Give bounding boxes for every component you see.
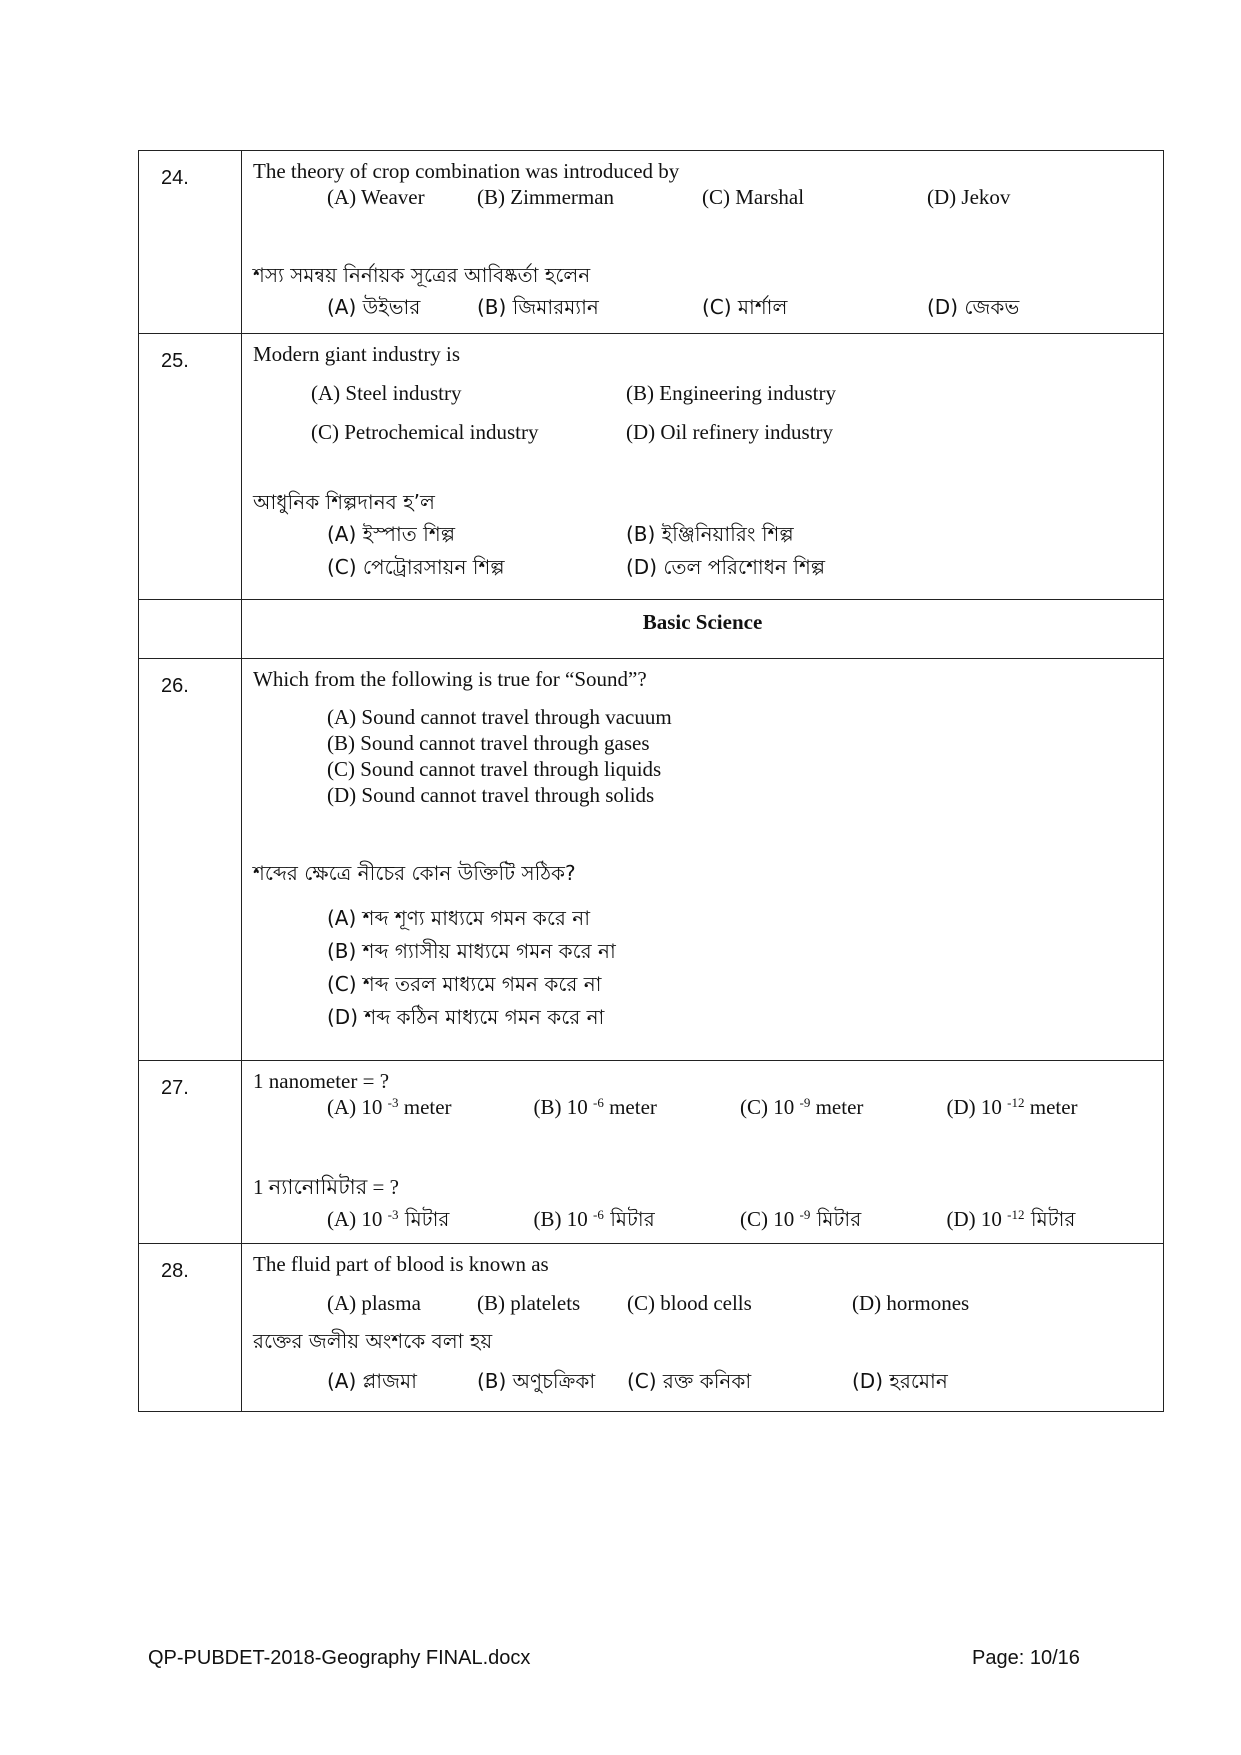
option-c: (C) Petrochemical industry: [311, 420, 539, 444]
question-text-bn: রক্তের জলীয় অংশকে বলা হয়: [253, 1329, 493, 1353]
question-number: 26.: [139, 659, 242, 1061]
question-row-26: [139, 659, 1164, 1061]
option-b: (B) ইঞ্জিনিয়ারিং শিল্প: [626, 522, 794, 546]
question-row-27: [139, 1061, 1164, 1244]
option-d: (D) শব্দ কঠিন মাধ্যমে গমন করে না: [327, 1005, 605, 1029]
option-a: (A) উইভার: [327, 295, 421, 319]
option-d: (D) Oil refinery industry: [626, 420, 834, 444]
options-bn: [253, 1206, 1153, 1232]
option-b: (B) জিমারম্যান: [477, 295, 599, 319]
option-a: (A) plasma: [327, 1291, 421, 1315]
options-en: [253, 1094, 1153, 1120]
option-c: (C) পেট্রোরসায়ন শিল্প: [327, 555, 505, 579]
options-en: [253, 184, 1153, 210]
option-c: (C) blood cells: [627, 1291, 752, 1315]
options-bn: [253, 521, 1153, 580]
question-number: 24.: [139, 151, 242, 334]
option-d: (D) Sound cannot travel through solids: [327, 783, 655, 807]
option-b: (B) 10 $^{-6}$ মিটার: [533, 1207, 655, 1231]
option-a: (A) 10 $^{-3}$ মিটার: [327, 1207, 450, 1231]
option-a: (A) Steel industry: [311, 381, 462, 405]
option-b: (B) Zimmerman: [477, 185, 615, 209]
option-a: (A) Sound cannot travel through vacuum: [327, 705, 672, 729]
footer-filename: QP-PUBDET-2018-Geography FINAL.docx: [148, 1647, 531, 1669]
option-c: (C) Marshal: [702, 185, 805, 209]
question-row-28: [139, 1244, 1164, 1412]
option-b: (B) Sound cannot travel through gases: [327, 731, 650, 755]
option-b: (B) 10 $^{-6}$ meter: [533, 1095, 657, 1119]
option-a: (A) ইস্পাত শিল্প: [327, 522, 455, 546]
option-c: (C) মার্শাল: [702, 295, 788, 319]
option-d: (D) 10 $^{-12}$ মিটার: [946, 1207, 1076, 1231]
question-text-bn: 1 ন্যানোমিটার = ?: [253, 1175, 399, 1199]
question-row-24: [139, 151, 1164, 334]
question-text-bn: শব্দের ক্ষেত্রে নীচের কোন উক্তিটি সঠিক?: [253, 861, 576, 885]
option-c: (C) Sound cannot travel through liquids: [327, 757, 662, 781]
option-d: (D) জেকভ: [927, 295, 1020, 319]
options-en: [253, 380, 1153, 445]
question-table: [138, 150, 1164, 1412]
section-row: [139, 600, 1164, 659]
option-c: (C) 10 $^{-9}$ মিটার: [740, 1207, 862, 1231]
option-b: (B) অণুচক্রিকা: [477, 1369, 596, 1393]
question-text-en: 1 nanometer = ?: [253, 1069, 390, 1093]
option-b: (B) platelets: [477, 1291, 581, 1315]
option-d: (D) Jekov: [927, 185, 1011, 209]
options-bn: [253, 294, 1153, 320]
question-text-en: Which from the following is true for “Sound”?: [253, 667, 647, 691]
option-d: (D) হরমোন: [852, 1369, 948, 1393]
option-a: (A) Weaver: [327, 185, 425, 209]
options-en: [253, 704, 1153, 808]
question-text-en: The fluid part of blood is known as: [253, 1252, 549, 1276]
question-number: 28.: [139, 1244, 242, 1412]
question-row-25: [139, 334, 1164, 600]
option-a: (A) 10 $^{-3}$ meter: [327, 1095, 452, 1119]
question-text-bn: আধুনিক শিল্পদানব হ’ল: [253, 490, 435, 514]
option-c: (C) শব্দ তরল মাধ্যমে গমন করে না: [327, 972, 602, 996]
option-b: (B) Engineering industry: [626, 381, 836, 405]
options-bn: [253, 902, 1153, 1034]
option-a: (A) প্লাজমা: [327, 1369, 417, 1393]
question-number: 25.: [139, 334, 242, 600]
footer-page-number: Page: 10/16: [972, 1647, 1080, 1669]
option-c: (C) রক্ত কনিকা: [627, 1369, 752, 1393]
option-c: (C) 10 $^{-9}$ meter: [740, 1095, 864, 1119]
option-a: (A) শব্দ শূণ্য মাধ্যমে গমন করে না: [327, 906, 591, 930]
question-text-en: The theory of crop combination was introduced by: [253, 159, 680, 183]
options-en: [253, 1290, 1153, 1316]
question-number: 27.: [139, 1061, 242, 1244]
question-text-en: Modern giant industry is: [253, 342, 461, 366]
section-heading: Basic Science: [242, 600, 1164, 659]
options-bn: [253, 1368, 1153, 1394]
option-b: (B) শব্দ গ্যাসীয় মাধ্যমে গমন করে না: [327, 939, 616, 963]
option-d: (D) hormones: [852, 1291, 970, 1315]
question-text-bn: শস্য সমন্বয় নির্নায়ক সূত্রের আবিষ্কর্তা হলেন: [253, 263, 591, 287]
option-d: (D) 10 $^{-12}$ meter: [946, 1095, 1078, 1119]
option-d: (D) তেল পরিশোধন শিল্প: [626, 555, 826, 579]
